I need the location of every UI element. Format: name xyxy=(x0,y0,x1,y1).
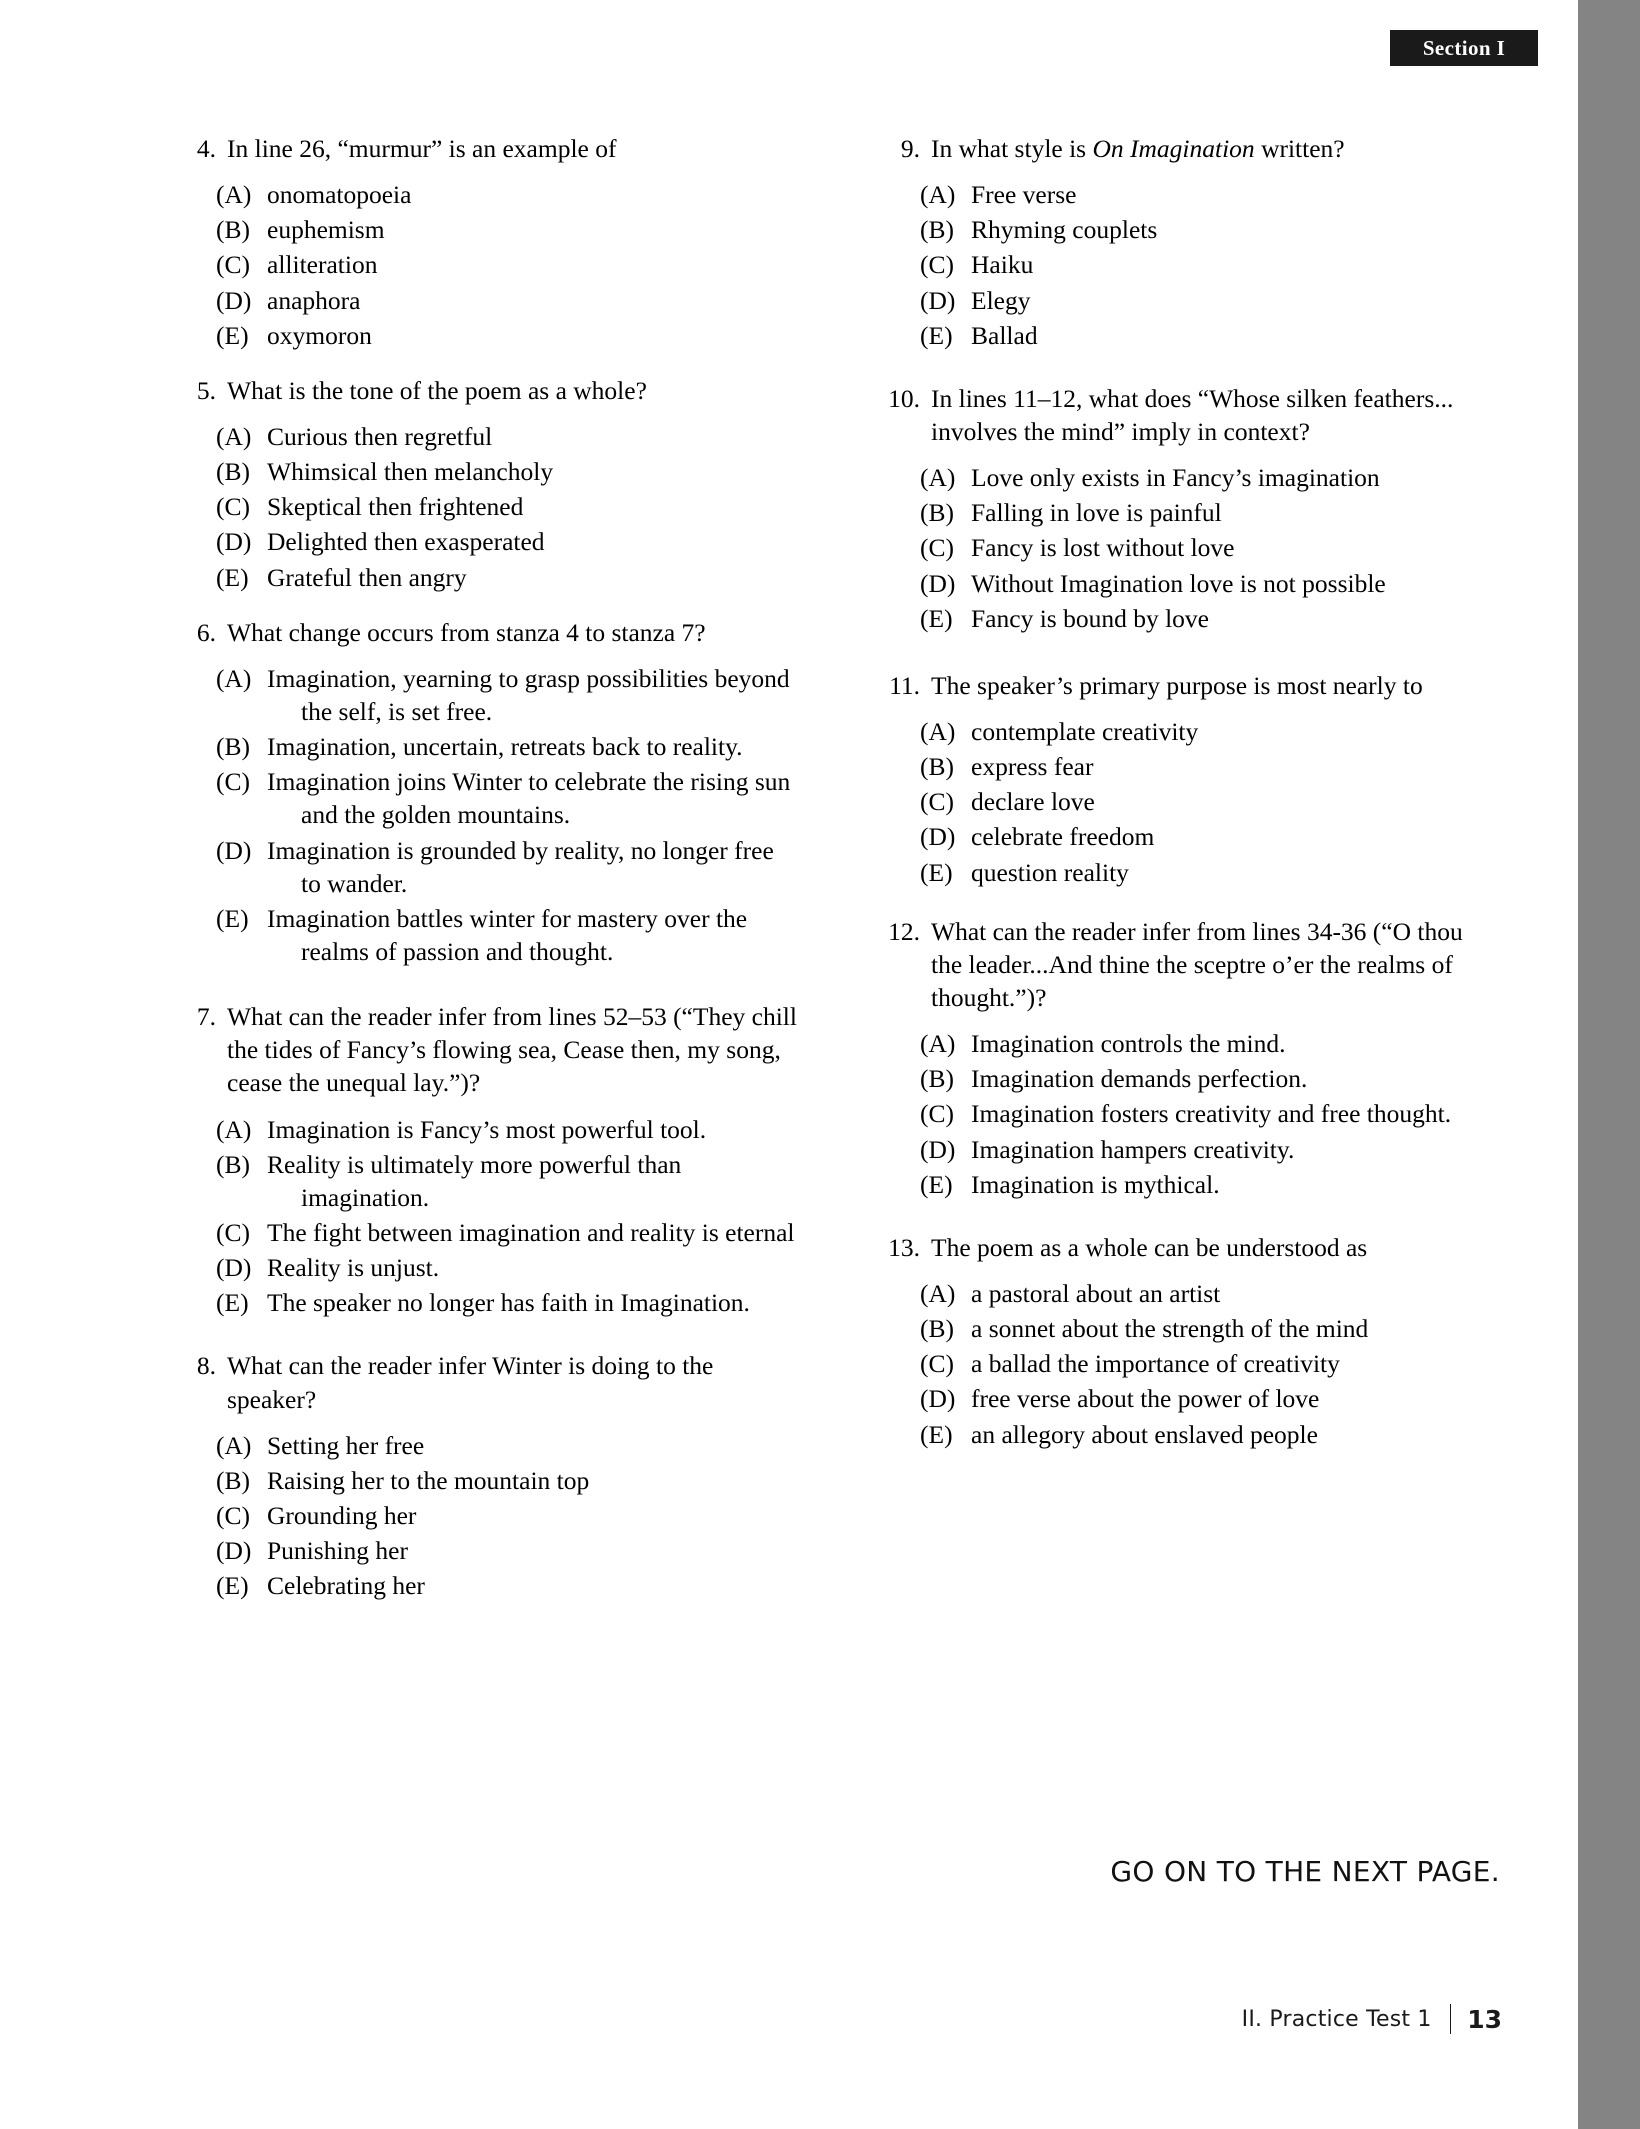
option-text xyxy=(263,902,806,968)
option-text xyxy=(263,765,806,831)
option-text: The fight between imagination and reality is eternal xyxy=(267,1217,795,1247)
option-choice[interactable] xyxy=(186,561,806,594)
footer-page-number: 13 xyxy=(1467,2004,1502,2034)
option-letter: (B) xyxy=(216,457,250,487)
option-letter: (E) xyxy=(920,1169,953,1199)
option-letter: (E) xyxy=(216,1288,249,1318)
question-stem xyxy=(186,374,806,407)
option-text: Imagination is Fancy’s most powerful tool. xyxy=(267,1114,707,1144)
option-choice[interactable] xyxy=(872,284,1492,317)
option-text: Punishing her xyxy=(267,1536,408,1566)
option-text: Falling in love is painful xyxy=(971,498,1222,528)
option-letter: (A) xyxy=(920,1278,956,1308)
option-letter: (B) xyxy=(920,1314,954,1344)
question-number: 10. xyxy=(888,383,920,413)
option-choice[interactable] xyxy=(872,820,1492,853)
option-choice[interactable] xyxy=(872,531,1492,564)
option-text: a sonnet about the strength of the mind xyxy=(971,1314,1369,1344)
option-text: express fear xyxy=(971,752,1094,782)
option-text: Elegy xyxy=(971,285,1031,315)
option-text: Rhyming couplets xyxy=(971,215,1158,245)
question-11 xyxy=(872,669,1492,889)
page-gutter-bar xyxy=(1578,0,1640,2129)
option-choice[interactable] xyxy=(872,248,1492,281)
option-text xyxy=(263,662,806,728)
option-choice[interactable] xyxy=(872,1027,1492,1060)
question-7 xyxy=(186,1000,806,1319)
option-list xyxy=(872,1027,1492,1201)
option-letter: (B) xyxy=(920,215,954,245)
option-text: Grateful then angry xyxy=(267,562,467,592)
option-choice[interactable] xyxy=(872,1062,1492,1095)
option-choice[interactable] xyxy=(872,750,1492,783)
option-letter: (E) xyxy=(920,1419,953,1449)
option-text: Imagination fosters creativity and free thought. xyxy=(971,1099,1452,1129)
question-9 xyxy=(872,132,1492,352)
option-list xyxy=(186,1429,806,1603)
question-stem xyxy=(872,669,1492,702)
option-choice[interactable] xyxy=(186,1429,806,1462)
option-text: Imagination hampers creativity. xyxy=(971,1134,1295,1164)
question-text: What change occurs from stanza 4 to stanza 7? xyxy=(227,617,706,647)
option-text: Delighted then exasperated xyxy=(267,527,545,557)
question-number: 7. xyxy=(196,1002,216,1032)
option-letter: (C) xyxy=(920,533,954,563)
option-text-line2: imagination. xyxy=(301,1182,430,1212)
stem-text-pre: In what style is xyxy=(931,134,1093,163)
option-letter: (C) xyxy=(216,492,250,522)
option-text-line2: and the golden mountains. xyxy=(301,800,571,830)
option-letter: (C) xyxy=(920,1349,954,1379)
question-text: In lines 11–12, what does “Whose silken feathers... involves the mind” imply in context? xyxy=(931,383,1454,446)
question-text: What can the reader infer from lines 52–53 (“They chill the tides of Fancy’s flowing sea, Cease then, my song, cease the unequal lay.”)? xyxy=(227,1002,797,1098)
question-stem xyxy=(186,616,806,649)
option-letter: (C) xyxy=(216,767,250,797)
option-choice[interactable] xyxy=(186,420,806,453)
option-choice[interactable] xyxy=(186,1286,806,1319)
option-choice[interactable] xyxy=(872,496,1492,529)
option-text: an allegory about enslaved people xyxy=(971,1419,1318,1449)
option-letter: (D) xyxy=(216,1536,252,1566)
option-letter: (A) xyxy=(216,180,252,210)
option-letter: (C) xyxy=(216,1217,250,1247)
option-choice[interactable] xyxy=(186,834,806,900)
option-letter: (D) xyxy=(216,285,252,315)
question-4 xyxy=(186,132,806,352)
option-text-line1: Imagination battles winter for mastery over the xyxy=(267,903,748,933)
question-number: 5. xyxy=(196,375,216,405)
option-text: question reality xyxy=(971,857,1129,887)
option-text: The speaker no longer has faith in Imagination. xyxy=(267,1288,750,1318)
option-text-line1: Reality is ultimately more powerful than xyxy=(267,1149,682,1179)
option-list xyxy=(186,420,806,594)
question-text: What can the reader infer Winter is doing to the speaker? xyxy=(227,1351,714,1414)
option-text: oxymoron xyxy=(267,320,372,350)
option-text: Love only exists in Fancy’s imagination xyxy=(971,463,1380,493)
option-choice[interactable] xyxy=(186,178,806,211)
option-text: Whimsical then melancholy xyxy=(267,457,554,487)
right-question-column xyxy=(872,132,1492,1453)
option-choice[interactable] xyxy=(186,730,806,763)
option-letter: (A) xyxy=(920,180,956,210)
option-text: Skeptical then frightened xyxy=(267,492,524,522)
stem-title-italic: On Imagination xyxy=(1092,134,1255,163)
question-number: 12. xyxy=(888,916,920,946)
option-choice[interactable] xyxy=(186,284,806,317)
option-letter: (B) xyxy=(216,215,250,245)
option-choice[interactable] xyxy=(872,1277,1492,1310)
option-choice[interactable] xyxy=(872,1347,1492,1380)
question-number: 6. xyxy=(196,617,216,647)
footer-separator xyxy=(1450,2004,1452,2034)
option-text: declare love xyxy=(971,787,1095,817)
option-text: Imagination controls the mind. xyxy=(971,1029,1286,1059)
footer-book-section: II. Practice Test 1 xyxy=(1241,2006,1432,2032)
question-stem xyxy=(872,382,1492,448)
option-letter: (A) xyxy=(216,1114,252,1144)
option-letter: (C) xyxy=(216,250,250,280)
option-letter: (E) xyxy=(216,903,249,933)
option-choice[interactable] xyxy=(872,1312,1492,1345)
option-letter: (D) xyxy=(920,568,956,598)
option-letter: (E) xyxy=(216,562,249,592)
option-letter: (B) xyxy=(216,1465,250,1495)
option-letter: (D) xyxy=(920,1134,956,1164)
option-letter: (E) xyxy=(920,320,953,350)
option-letter: (B) xyxy=(216,732,250,762)
option-text: free verse about the power of love xyxy=(971,1384,1320,1414)
option-text: alliteration xyxy=(267,250,378,280)
option-choice[interactable] xyxy=(872,1382,1492,1415)
left-question-column xyxy=(186,132,806,1604)
option-choice[interactable] xyxy=(186,1534,806,1567)
question-stem xyxy=(872,132,1492,165)
option-choice[interactable] xyxy=(186,1464,806,1497)
question-stem xyxy=(186,132,806,165)
question-text xyxy=(931,132,1492,165)
option-choice[interactable] xyxy=(186,902,806,968)
option-text: Raising her to the mountain top xyxy=(267,1465,590,1495)
option-letter: (C) xyxy=(920,250,954,280)
option-text-line1: Imagination is grounded by reality, no longer free xyxy=(267,835,774,865)
option-text-line2: realms of passion and thought. xyxy=(301,936,614,966)
question-5 xyxy=(186,374,806,594)
option-text: celebrate freedom xyxy=(971,822,1155,852)
option-letter: (C) xyxy=(216,1500,250,1530)
option-choice[interactable] xyxy=(186,455,806,488)
question-stem xyxy=(872,915,1492,1014)
option-text: Setting her free xyxy=(267,1430,425,1460)
option-letter: (B) xyxy=(920,498,954,528)
option-letter: (E) xyxy=(216,320,249,350)
option-choice[interactable] xyxy=(872,1418,1492,1451)
option-letter: (A) xyxy=(216,421,252,451)
option-text: Fancy is bound by love xyxy=(971,603,1209,633)
option-text: Curious then regretful xyxy=(267,421,493,451)
option-text-line1: Imagination, yearning to grasp possibilities beyond xyxy=(267,663,790,693)
option-choice[interactable] xyxy=(186,1216,806,1249)
question-text: The speaker’s primary purpose is most nearly to xyxy=(931,670,1423,700)
option-choice[interactable] xyxy=(872,567,1492,600)
option-letter: (D) xyxy=(216,527,252,557)
question-text: What can the reader infer from lines 34-36 (“O thou the leader...And thine the sceptre o’er the realms of thought.”)? xyxy=(931,916,1463,1012)
option-text: a ballad the importance of creativity xyxy=(971,1349,1340,1379)
question-number: 4. xyxy=(196,134,216,163)
option-letter: (E) xyxy=(216,1571,249,1601)
option-choice[interactable] xyxy=(186,213,806,246)
option-choice[interactable] xyxy=(186,1251,806,1284)
option-letter: (B) xyxy=(920,752,954,782)
option-letter: (D) xyxy=(920,285,956,315)
option-text: Grounding her xyxy=(267,1500,417,1530)
option-choice[interactable] xyxy=(872,1133,1492,1166)
question-stem xyxy=(872,1231,1492,1264)
option-list xyxy=(186,178,806,352)
option-list xyxy=(872,178,1492,352)
option-letter: (C) xyxy=(920,1099,954,1129)
option-choice[interactable] xyxy=(186,1148,806,1214)
page-footer xyxy=(0,2004,1502,2034)
option-choice[interactable] xyxy=(186,765,806,831)
option-list xyxy=(872,1277,1492,1451)
option-choice[interactable] xyxy=(186,248,806,281)
option-choice[interactable] xyxy=(186,490,806,523)
option-choice[interactable] xyxy=(186,662,806,728)
option-text xyxy=(263,834,806,900)
option-letter: (D) xyxy=(216,835,252,865)
option-list xyxy=(872,461,1492,635)
option-text: contemplate creativity xyxy=(971,716,1199,746)
option-letter: (B) xyxy=(216,1149,250,1179)
option-letter: (C) xyxy=(920,787,954,817)
question-number: 13. xyxy=(888,1232,920,1262)
option-choice[interactable] xyxy=(872,602,1492,635)
option-text: Free verse xyxy=(971,180,1077,210)
option-letter: (A) xyxy=(920,716,956,746)
option-choice[interactable] xyxy=(186,1499,806,1532)
option-text-line2: to wander. xyxy=(301,868,408,898)
option-choice[interactable] xyxy=(872,178,1492,211)
option-text-line2: the self, is set free. xyxy=(301,696,493,726)
option-choice[interactable] xyxy=(872,1097,1492,1130)
option-text-line1: Imagination joins Winter to celebrate the rising sun xyxy=(267,767,791,797)
option-choice[interactable] xyxy=(186,525,806,558)
option-letter: (D) xyxy=(920,1384,956,1414)
question-number: 9. xyxy=(900,134,920,163)
option-letter: (A) xyxy=(216,663,252,693)
question-stem xyxy=(186,1349,806,1415)
section-badge: Section I xyxy=(1390,30,1538,66)
option-list xyxy=(186,1113,806,1320)
option-letter: (A) xyxy=(216,1430,252,1460)
option-choice[interactable] xyxy=(186,1569,806,1602)
option-choice[interactable] xyxy=(872,1168,1492,1201)
option-letter: (A) xyxy=(920,1029,956,1059)
option-text: Ballad xyxy=(971,320,1038,350)
option-choice[interactable] xyxy=(872,319,1492,352)
option-text xyxy=(263,1148,806,1214)
option-letter: (A) xyxy=(920,463,956,493)
option-text: Imagination is mythical. xyxy=(971,1169,1220,1199)
option-text: onomatopoeia xyxy=(267,180,412,210)
option-list xyxy=(872,715,1492,889)
option-choice[interactable] xyxy=(872,213,1492,246)
option-choice[interactable] xyxy=(186,319,806,352)
go-on-notice: GO ON TO THE NEXT PAGE. xyxy=(1110,1855,1500,1888)
question-6 xyxy=(186,616,806,968)
option-text: Celebrating her xyxy=(267,1571,425,1601)
question-10 xyxy=(872,382,1492,635)
question-number: 8. xyxy=(196,1351,216,1381)
option-text: euphemism xyxy=(267,215,385,245)
stem-text-post: written? xyxy=(1254,134,1345,163)
question-stem xyxy=(186,1000,806,1099)
option-list xyxy=(186,662,806,968)
option-letter: (E) xyxy=(920,857,953,887)
option-text: Without Imagination love is not possible xyxy=(971,568,1386,598)
option-choice[interactable] xyxy=(872,461,1492,494)
option-text: Imagination demands perfection. xyxy=(971,1064,1308,1094)
question-8 xyxy=(186,1349,806,1602)
option-letter: (B) xyxy=(920,1064,954,1094)
option-choice[interactable] xyxy=(872,785,1492,818)
option-text: Fancy is lost without love xyxy=(971,533,1235,563)
question-text: In line 26, “murmur” is an example of xyxy=(227,134,617,163)
option-text: Imagination, uncertain, retreats back to reality. xyxy=(267,732,743,762)
option-letter: (D) xyxy=(216,1253,252,1283)
option-text: Haiku xyxy=(971,250,1034,280)
option-letter: (E) xyxy=(920,603,953,633)
option-choice[interactable] xyxy=(872,715,1492,748)
question-text: The poem as a whole can be understood as xyxy=(931,1232,1368,1262)
option-choice[interactable] xyxy=(186,1113,806,1146)
question-text: What is the tone of the poem as a whole? xyxy=(227,375,647,405)
option-text: a pastoral about an artist xyxy=(971,1278,1221,1308)
option-text: anaphora xyxy=(267,285,361,315)
option-text: Reality is unjust. xyxy=(267,1253,440,1283)
question-12 xyxy=(872,915,1492,1201)
option-letter: (D) xyxy=(920,822,956,852)
question-number: 11. xyxy=(889,670,920,700)
question-13 xyxy=(872,1231,1492,1451)
option-choice[interactable] xyxy=(872,856,1492,889)
